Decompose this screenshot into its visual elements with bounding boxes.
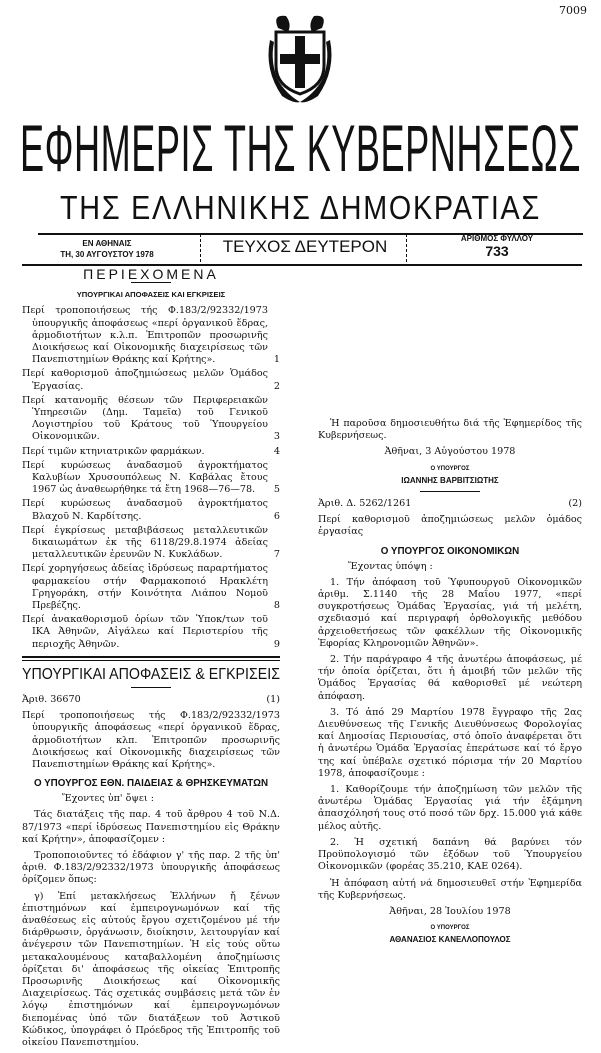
right-column — [318, 268, 582, 947]
sheet-label: ΑΡΙΘΜΟΣ ΦΥΛΛΟΥ — [460, 234, 534, 243]
toc-item: Περί καθορισμοῦ ἀποζημιώσεως μελῶν Ὁμάδος Ἐργασίας. 2 — [22, 368, 280, 392]
paragraph: Τροποποιοῦντες τό ἐδάφιον γ' τῆς παρ. 2 τῆς ὑπ' ἀριθ. Φ.183/2/92332/1973 ὑπουργικῆς ἀποφάσεως ὁρίζομεν ὅπως: — [22, 849, 280, 886]
greek-coat-of-arms-emblem — [264, 10, 336, 106]
minister-heading: Ο ΥΠΟΥΡΓΟΣ ΟΙΚΟΝΟΜΙΚΩΝ — [380, 545, 520, 557]
paragraph: Ἡ ἀπόφαση αὐτή νά δημοσιευθεῖ στήν Ἐφημερίδα τῆς Κυβερνήσεως. — [318, 877, 582, 901]
paragraph: 2. Ἡ σχετική δαπάνη θά βαρύνει τόν Προϋπολογισμό τῶν ἐξόδων τοῦ Ὑπουργείου Οἰκονομικῶν (φορέας 35.210, ΚΑΕ 0264). — [318, 836, 582, 873]
gazette-subtitle: ΤΗΣ ΕΛΛΗΝΙΚΗΣ ΔΗΜΟΚΡΑΤΙΑΣ — [60, 189, 541, 226]
minister-heading-box — [22, 777, 280, 790]
place-date: Ἀθῆναι, 3 Αὐγούστου 1978 — [384, 446, 516, 458]
paragraph: 1. Καθορίζουμε τήν ἀποζημίωση τῶν μελῶν τῆς ἀνωτέρω Ὁμάδας Ἐργασίας γιά τήν ἑξάμηνη ἀπασχόλησή τους στό ποσό τῶν δρχ. 15.000 γιά κάθε μέλος αὐτῆς. — [318, 784, 582, 832]
gazette-subtitle-box — [60, 188, 541, 228]
signatory-role: Ο ΥΠΟΥΡΓΟΣ — [430, 925, 470, 932]
signatory-role: Ο ΥΠΟΥΡΓΟΣ — [430, 465, 470, 472]
paragraph: Ἡ παροῦσα δημοσιευθήτω διά τῆς Ἐφημερίδος τῆς Κυβερνήσεως. — [318, 418, 582, 442]
paragraph: 1. Τήν ἀπόφαση τοῦ Ὑφυπουργοῦ Οἰκονομικῶν ἀριθμ. Σ.1140 τῆς 28 Μαΐου 1977, «περί συγκροτήσεως Ὁμάδας Ἐργασίας, γιά τή μελέτη, σχεδιασμό καί περιγραφή ὀρθολογικῆς μεθόδου ἀρχειοθετήσεως τῶν φακέλλων τῆς Οἰκονομικῆς Ἐφορίας Κληρονομιῶν Ἀθηνῶν». — [318, 576, 582, 649]
toc-item: Περί κυρώσεως ἀναδασμοῦ ἀγροκτήματος Βλαχοῦ Ν. Καρδίτσης. 6 — [22, 498, 280, 522]
divider — [22, 656, 280, 661]
paragraph: Τάς διατάξεις τῆς παρ. 4 τοῦ ἄρθρου 4 τοῦ Ν.Δ. 87/1973 «περί ἱδρύσεως Πανεπιστημίου εἰς Θράκην καί Κρήτην», ἀποφασίζομεν : — [22, 809, 280, 845]
toc-item: Περί ἐγκρίσεως μεταβιβάσεως μεταλλευτικῶν δικαιωμάτων ἐκ τῆς 6118/29.8.1974 ἀδείας μεταλλευτικῶν ἐρευνῶν Ν. Κυκλάδων. 7 — [22, 524, 280, 561]
page-number: 7009 — [559, 4, 587, 17]
issue-label: ΤΕΥΧΟΣ ΔΕΥΤΕΡΟΝ — [222, 237, 388, 256]
having-regard: Ἔχοντας ὑπόψη : — [348, 560, 433, 572]
divider — [200, 234, 201, 262]
publication-place-date — [22, 238, 192, 260]
section-heading-box — [22, 665, 280, 685]
contents-section: ΥΠΟΥΡΓΙΚΑΙ ΑΠΟΦΑΣΕΙΣ ΚΑΙ ΕΓΚΡΙΣΕΙΣ — [76, 290, 226, 300]
sheet-number-block — [412, 234, 582, 259]
decision-reference: Ἀριθ. Δ. 5262/1261 (2) — [318, 498, 582, 510]
divider — [406, 234, 407, 262]
issue-header-strip — [22, 234, 582, 264]
left-column — [22, 266, 280, 1053]
place: ΕΝ ΑΘΗΝΑΙΣ — [82, 239, 132, 248]
divider — [131, 687, 171, 688]
signatory-name: ΙΩΑΝΝΗΣ ΒΑΡΒΙΤΣΙΩΤΗΣ — [401, 475, 499, 485]
decision-reference: Ἀριθ. 36670 (1) — [22, 693, 280, 705]
toc-item: Περί τροποποιήσεως τής Φ.183/2/92332/1973 ὑπουργικῆς ἀποφάσεως «περί ὀργανικοῦ ἕδρας, ἁρμοδιοτήτων κ.λ.π. Ἐπιτροπῶν προσωρινῆς Διοικήσεως καί Οἰκονομικῆς διαχειρίσεως τῶν Πανεπιστημίων Θράκης καί Κρήτης». 1 — [22, 305, 280, 366]
paragraph: 3. Τό ἀπό 29 Μαρτίου 1978 ἔγγραφο τῆς 2ας Διευθύνσεως τῆς Γενικῆς Διευθύνσεως Φορολογίας καί Δημοσίας Περιουσίας, στό ὁποῖο ἀναφέρεται ὅτι ἡ ἀνωτέρω Ὁμάδα Ἐργασίας ἐπεράτωσε καί τό ἔργο της καί ὑπέβαλε σχετικό πόρισμα τήν 20 Μαρτίου 1978, ἀποφασίζουμε : — [318, 706, 582, 779]
paragraph: γ) Ἐπί μετακλήσεως Ἑλλήνων ἤ ξένων ἐπιστημόνων καί ἐμπειρογνωμόνων καί τῆς ἀναθέσεως εἰς αὐτούς ἔργου σχετιζομένου μέ τήν διάρθρωσιν, ὀργάνωσιν, διοίκησιν, λειτουργίαν καί ἀνέγερσιν τῶν Πανεπιστημίων. Ἡ εἰς τούς οὕτω μετακαλουμένους καταβαλλομένη ἀποζημίωσις ὁρίζεται δι' ἀποφάσεως τῆς οἰκείας Ἐπιτροπῆς Προσωρινῆς Διοικήσεως καί Οἰκονομικῆς Διαχειρίσεως. Τάς σχετικάς συμβάσεις μετά τῶν ἐν λόγῳ ἐπιστημόνων καί ἐμπειρογνωμόνων διεπομένας ὑπό τῶν διατάξεων τοῦ Ἀστικοῦ Κώδικος, ὑπογράφει ὁ Πρόεδρος τῆς Ἐπιτροπῆς τοῦ οἰκείου Πανεπιστημίου. — [22, 890, 280, 1048]
decision-subject: Περί καθορισμοῦ ἀποζημιώσεως μελῶν ὁμάδος ἐργασίας — [318, 514, 582, 538]
gazette-title: ΕΦΗΜΕΡΙΣ ΤΗΣ ΚΥΒΕΡΝΗΣΕΩΣ — [20, 111, 581, 185]
signatory-name: ΑΘΑΝΑΣΙΟΣ ΚΑΝΕΛΛΟΠΟΥΛΟΣ — [389, 935, 511, 945]
paragraph: 2. Τήν παράγραφο 4 τῆς ἀνωτέρω ἀποφάσεως, μέ τήν ὁποία ὁρίζεται, ὅτι ἡ ἀμοιβή τῶν μελῶν τῆς Ὁμάδος Ἐργασίας θά καθορισθεῖ μέ νεώτερη ἀπόφαση. — [318, 654, 582, 702]
having-regard: Ἔχοντες ὑπ' ὄψει : — [62, 793, 154, 805]
toc-item: Περί χορηγήσεως ἀδείας ἱδρύσεως παραρτήματος φαρμακείου στήν Φαρμακοποιό Ηρακλέτη Γρηγοράκη, στήν Κοινότητα Λιάπου Νομοῦ Πρεβέζης. 8 — [22, 563, 280, 612]
toc-item: Περί κυρώσεως ἀναδασμοῦ ἀγροκτήματος Καλυβίων Χρυσουπόλεως Ν. Καβάλας ἔτους 1967 ὡς ἀναθεωρήθηκε τά ἔτη 1968—76—78. 5 — [22, 459, 280, 496]
contents-title: ΠΕΡΙΕΧΟΜΕΝΑ — [83, 266, 219, 282]
toc-item: Περί τιμῶν κτηνιατρικῶν φαρμάκων. 4 — [22, 445, 280, 457]
minister-heading-box — [318, 545, 582, 558]
sheet-number: 733 — [485, 243, 509, 259]
divider — [131, 282, 171, 283]
toc-item: Περί ἀνακαθορισμοῦ ὁρίων τῶν Ὑποκ/των τοῦ ΙΚΑ Ἀθηνῶν, Αἰγάλεω καί Περιστερίου τῆς περιοχῆς Ἀθηνῶν. 9 — [22, 614, 280, 650]
gazette-title-box — [20, 112, 581, 184]
divider — [420, 491, 480, 492]
section-heading: ΥΠΟΥΡΓΙΚΑΙ ΑΠΟΦΑΣΕΙΣ & ΕΓΚΡΙΣΕΙΣ — [22, 665, 280, 683]
minister-heading: Ο ΥΠΟΥΡΓΟΣ ΕΘΝ. ΠΑΙΔΕΙΑΣ & ΘΡΗΣΚΕΥΜΑΤΩΝ — [33, 778, 269, 790]
decision-subject: Περί τροποποιήσεως τής Φ.183/2/92332/1973 ὑπουργικῆς ἀποφάσεως «περί ὀργανικοῦ ἕδρας, ἁρμοδιοτήτων κλπ. Ἐπιτροπῶν προσωρινῆς Διοικήσεως καί Οἰκονομικῆς διαχειρίσεως τῶν Πανεπιστημίων Θράκης καί Κρήτης». — [22, 710, 280, 770]
issue-label-box — [212, 237, 398, 257]
date: ΤΗ, 30 ΑΥΓΟΥΣΤΟΥ 1978 — [60, 250, 154, 259]
place-date: Ἀθῆναι, 28 Ἰουλίου 1978 — [389, 905, 511, 917]
toc-item: Περί κατανομῆς θέσεων τῶν Περιφερειακῶν Ὑπηρεσιῶν (Δημ. Ταμεῖα) τοῦ Γενικοῦ Λογιστηρίου τοῦ Κράτους τοῦ Ὑπουργείου Οἰκονομικῶν. 3 — [22, 394, 280, 443]
